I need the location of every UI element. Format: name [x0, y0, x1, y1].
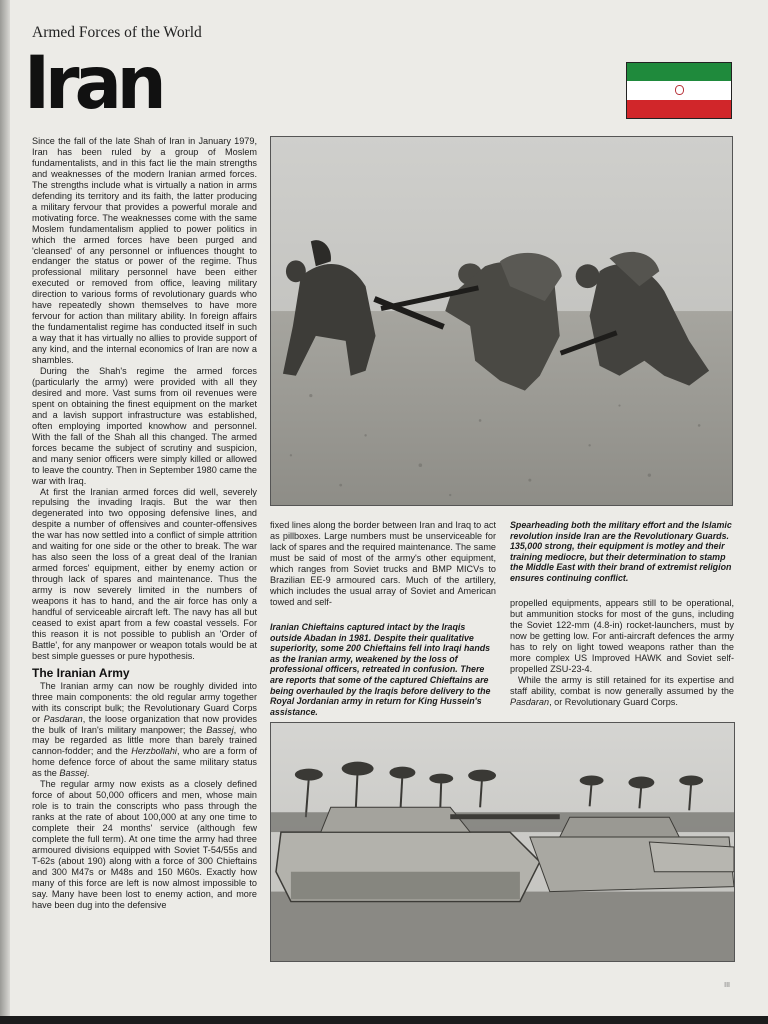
- tanks-photo-image: [271, 723, 734, 961]
- page-bottom-edge: [0, 1016, 768, 1024]
- series-title: Armed Forces of the World: [32, 24, 202, 41]
- caption-revolutionary-guards: Spearheading both the military effort and the Islamic revolution inside Iran are the Revolutionary Guards. 135,000 strong, their equipment is motley and their training mediocre, but their determination to stamp the Middle East with their brand of extremist religion ensures continuing conflict.: [510, 520, 732, 583]
- article-column-3: [510, 598, 734, 708]
- article-paragraph: fixed lines along the border between Iran and Iraq to act as pillboxes. Large numbers must be unserviceable for lack of spares and the required maintenance. The same must be said of most of the army's other equipment, which ranges from Soviet trucks and BMP MICVs to Brazilian EE-9 armoured cars. Much of the artillery, which includes the usual array of Soviet and American towed and self-: [270, 520, 496, 607]
- soldiers-photo-image: [271, 137, 732, 505]
- article-column-2: [270, 520, 496, 608]
- article-paragraph: During the Shah's regime the armed forces (particularly the army) were provided with all they desired and more. Vast sums from oil revenues were spent on obtaining the finest equipment on the market and a lavish support infrastructure was established, often employing imported knowhow and personnel. With the fall of the Shah all this changed. The armed forces became the subject of scrutiny and suspicion, and many senior officers were simply killed or allowed to leave the country. Then in September 1980 came the war with Iraq.: [32, 366, 257, 486]
- page-binding-shadow: [0, 0, 10, 1024]
- article-paragraph: propelled equipments, appears still to be operational, but ammunition stocks for most of the guns, including the Soviet 122-mm (4.8-in) rocket-launchers, must by now be getting low. For anti-aircraft defences the army has to rely on light towed weapons rather than the more complex US Improved HAWK and Soviet self-propelled ZSU-23-4.: [510, 598, 734, 674]
- article-column-1: [32, 136, 257, 911]
- section-heading: The Iranian Army: [32, 665, 130, 680]
- flag-emblem-icon: [675, 85, 684, 95]
- iran-flag-icon: [626, 62, 732, 119]
- article-paragraph: While the army is still retained for its expertise and staff ability, combat is now generally assumed by the Pasdaran, or Revolutionary Guard Corps.: [510, 674, 734, 707]
- article-paragraph: Since the fall of the late Shah of Iran in January 1979, Iran has been ruled by a group of Moslem fundamentalists, and in this fact lie the main strengths and weaknesses of the modern Iranian armed forces. The strengths include what is virtually a nation in arms defending its territory and its faith, the latter producing a military fervour that provides a powerful morale and motivating force. The weaknesses come with the same Moslem fundamentalism applied to power politics in which the armed forces have been purged and 'cleansed' of any personnel or influences thought to endanger the status or power of the regime. Thus professional military personnel have been either executed or removed from office, leaving military direction to various forms of revolutionary guards who have repeatedly shown themselves to have more fervour for action than military ability. In foreign affairs the fundamentalist regime has conducted itself in such a way that it has virtually no allies to provide support of any kind, and the internal economics of Iran are now a shambles.: [32, 136, 257, 366]
- flag-band-green: [627, 63, 731, 81]
- caption-captured-chieftains: Iranian Chieftains captured intact by the Iraqis outside Abadan in 1981. Despite their qualitative superiority, some 200 Chieftains fell into Iraqi hands as the Iranian army, weakened by the loss of professional officers, retreated in confusion. There are reports that some of the captured Chieftains are being overhauled by the Iraqis before delivery to the Royal Jordanian army in return for King Hussein's assistance.: [270, 622, 491, 717]
- article-paragraph: The regular army now exists as a closely defined force of about 50,000 officers and men, whose main role is to train the conscripts who pass through the ranks at the rate of about 100,000 at any one time to complete their 24 months' service (although few complete the full term). At one time the army had three armoured divisions equipped with Soviet T-54/55s and T-62s (about 190) along with a force of 300 Chieftains and 300 M47s or M48s and 150 M60s. Exactly how many of this force are left is now almost impossible to say. Many have been lost to enemy action, and more have been dug into the defensive: [32, 779, 257, 910]
- photo-revolutionary-guards: [270, 136, 733, 506]
- country-title: Iran: [24, 39, 162, 127]
- page-number: III: [724, 982, 730, 989]
- flag-band-red: [627, 100, 731, 118]
- article-paragraph: At first the Iranian armed forces did well, severely repulsing the invading Iraqis. But the war then degenerated into two opposing defensive lines, and despite a number of offensives and counter-offensives the war has now settled into a conflict of simple attrition and waiting for one side or the other to break. The war has also seen the loss of a great deal of the Iranian armed forces' equipment, either by enemy action or through lack of spares and maintenance. Thus the army is now severely limited in the numbers of weapons it has to hand, and the air force has only a handful of serviceable aircraft left. The navy has all but ceased to exist apart from a few coastal vessels. For this reason it is not possible to publish an 'Order of Battle', for any manpower or weapon totals would be at best simple guesses or pure hypothesis.: [32, 486, 257, 661]
- article-paragraph: The Iranian army can now be roughly divided into three main components: the old regular army together with its conscript bulk; the Revolutionary Guard Corps or Pasdaran, the loose organization that now provides the bulk of Iran's military manpower; the Bassej, who may be regarded as little more than barely trained cannon-fodder; and the Herzbollahi, who are a form of home defence force of about the same military status as the Bassej.: [32, 680, 258, 779]
- photo-captured-chieftain-tanks: [270, 722, 735, 962]
